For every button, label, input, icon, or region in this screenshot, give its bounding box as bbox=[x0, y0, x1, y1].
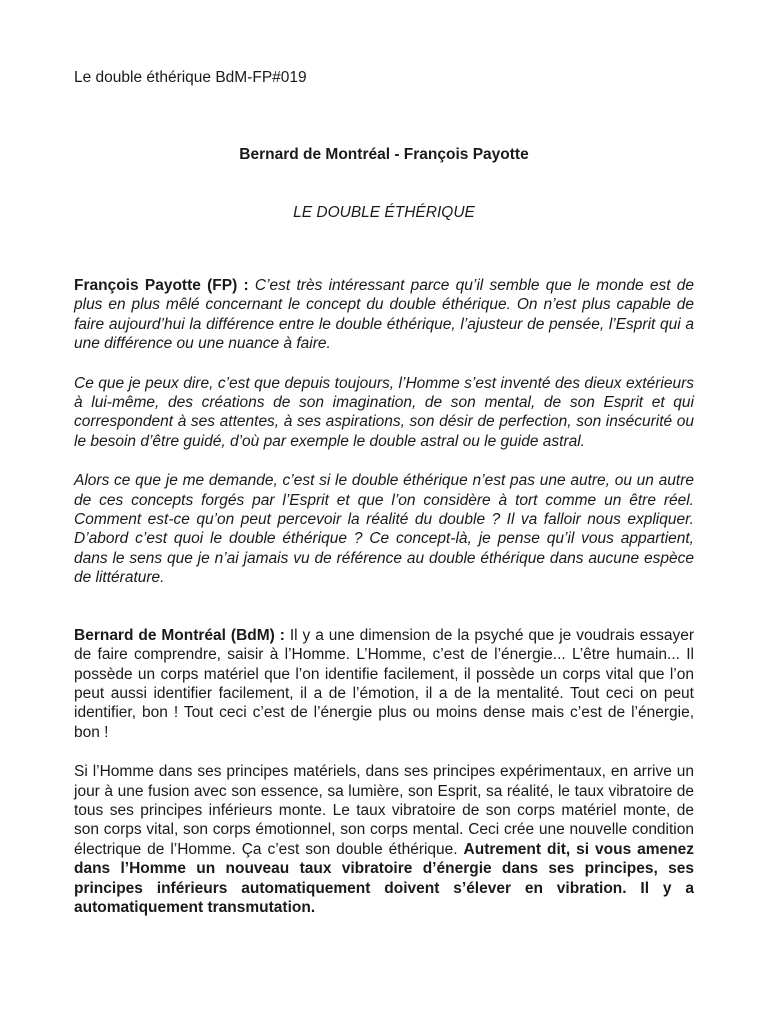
paragraph-bdm-fusion bbox=[74, 762, 694, 917]
paragraph-text: Alors ce que je me demande, c’est si le double éthérique n’est pas une autre, ou un autre de ces concepts forgés par l’Esprit et que l’on considère à tort comme un être réel. Comment est-ce qu’on peut percevoir la réalité du double ? Il va falloir nous expliquer. D’abord c’est quoi le double éthérique ? Ce concept-là, je pense qu’il vous appartient, dans le sens que je n’ai jamais vu de référence au double éthérique dans aucune espèce de littérature. bbox=[74, 472, 694, 587]
paragraph-fp-dieux bbox=[74, 374, 694, 452]
document-title: LE DOUBLE ÉTHÉRIQUE bbox=[293, 204, 475, 221]
document-authors: Bernard de Montréal - François Payotte bbox=[239, 146, 529, 163]
paragraph-bold-text: Autrement dit, si vous amenez dans l’Homme un nouveau taux vibratoire d’énergie dans ses principes, ses principes inférieurs automatiquement doivent s’élever en vibration. Il y a automatiquement transmutation. bbox=[74, 840, 694, 916]
speaker-label-fp: François Payotte (FP) : bbox=[74, 277, 249, 294]
paragraph-fp-intro bbox=[74, 276, 694, 354]
speaker-label-bdm: Bernard de Montréal (BdM) : bbox=[74, 626, 285, 644]
paragraph-text: Si l’Homme dans ses principes matériels, dans ses principes expérimentaux, en arrive un jour à une fusion avec son essence, sa lumière, son Esprit, sa réalité, le taux vibratoire de tous ses principes inférieurs monte. Le taux vibratoire de son corps matériel monte, de son corps vital, son corps émotionnel, son corps mental. Ceci crée une nouvelle condition électrique de l’Homme. Ça c’est son double éthérique. bbox=[74, 763, 694, 858]
paragraph-text: Il y a une dimension de la psyché que je voudrais essayer de faire comprendre, saisir à l’Homme. L’Homme, c’est de l’énergie... L’être humain... Il possède un corps matériel que l’on identifie facilement, il possède un corps vital que l’on peut aussi identifier facilement, il a de l’émotion, il a de la mentalité. Tout ceci on peut identifier, bon ! Tout ceci c’est de l’énergie plus ou moins dense mais c’est de l’énergie, bon ! bbox=[74, 626, 694, 741]
document-header: Le double éthérique BdM-FP#019 bbox=[74, 69, 307, 86]
paragraph-text: Ce que je peux dire, c’est que depuis toujours, l’Homme s’est inventé des dieux extérieurs à lui-même, des créations de son imagination, de son mental, de son Esprit et qui correspondent à ses attentes, à ses aspirations, son désir de perfection, son insécurité ou le besoin d’être guidé, d’où par exemple le double astral ou le guide astral. bbox=[74, 374, 694, 450]
document-body bbox=[74, 276, 694, 937]
paragraph-fp-question bbox=[74, 471, 694, 587]
paragraph-bdm-intro bbox=[74, 626, 694, 742]
paragraph-text: C’est très intéressant parce qu’il semble que le monde est de plus en plus mêlé concernant le concept du double éthérique. On n’est plus capable de faire aujourd’hui la différence entre le double éthérique, l’ajusteur de pensée, l’Esprit qui a une différence ou une nuance à faire. bbox=[74, 277, 694, 353]
